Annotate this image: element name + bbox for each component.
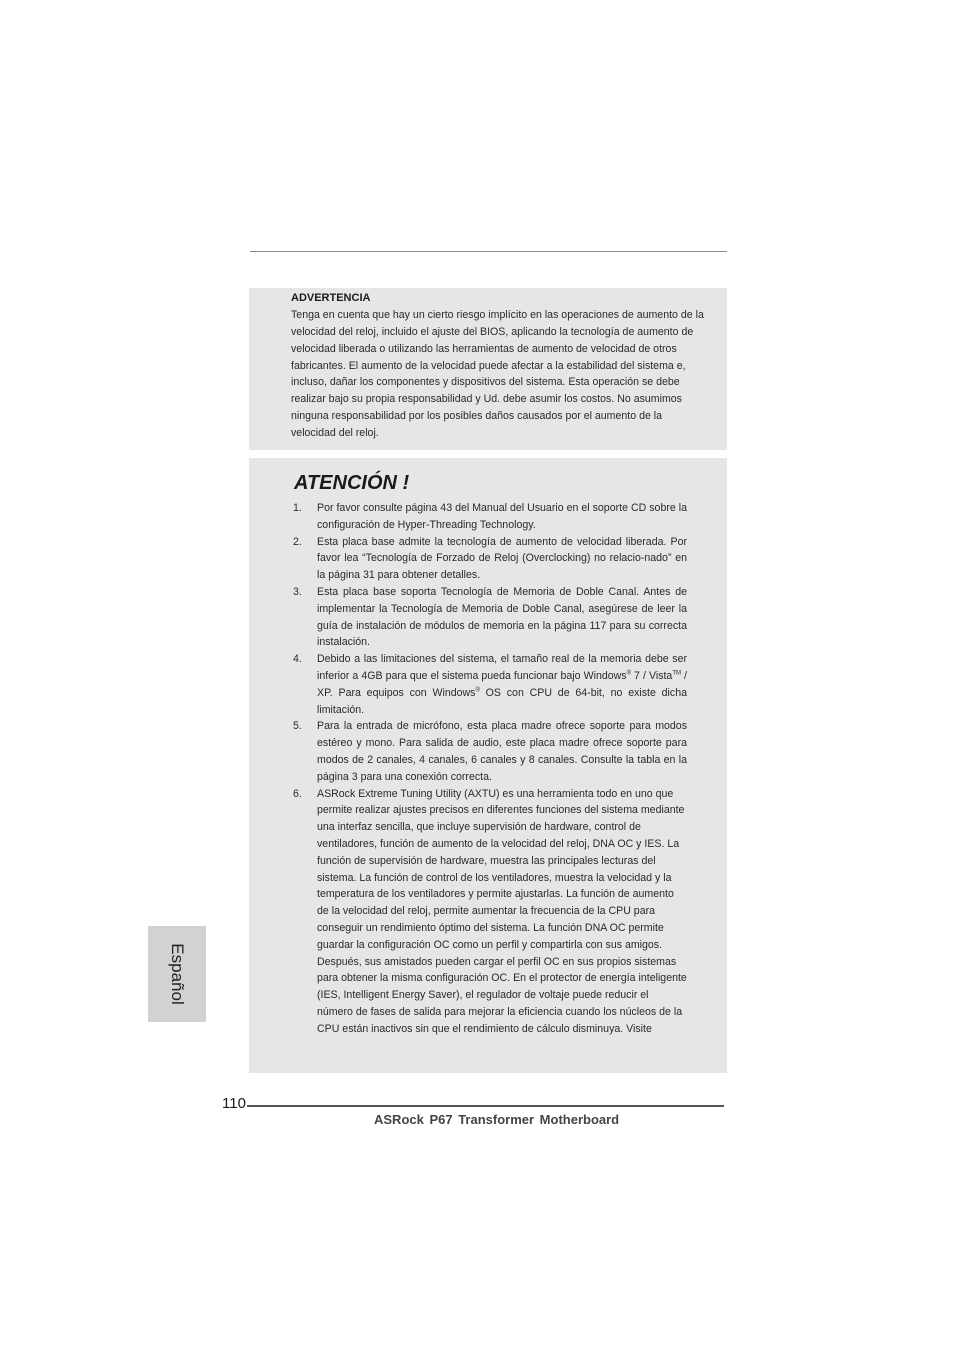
attention-box bbox=[249, 458, 727, 1073]
attention-title: ATENCIÓN ! bbox=[294, 472, 410, 494]
warning-title: ADVERTENCIA bbox=[291, 292, 371, 304]
list-item bbox=[289, 584, 687, 651]
page-number: 110 bbox=[222, 1095, 246, 1112]
list-item-text: Por favor consulte página 43 del Manual del Usuario en el soporte CD sobre la configuración de Hyper-Threading Technology. bbox=[317, 502, 687, 531]
list-item bbox=[289, 534, 687, 584]
language-tab bbox=[148, 926, 206, 1022]
warning-box bbox=[249, 288, 727, 450]
list-item-text-part: OS con CPU de 64-bit, no existe dicha limitación. bbox=[317, 686, 687, 716]
trademark-mark: TM bbox=[672, 670, 681, 677]
footer-product-name: ASRock P67 Transformer Motherboard bbox=[374, 1112, 620, 1127]
registered-mark: ® bbox=[475, 687, 480, 694]
list-item bbox=[289, 718, 687, 785]
list-item-text-part: 7 / Vista bbox=[631, 669, 673, 682]
warning-body: Tenga en cuenta que hay un cierto riesgo implícito en las operaciones de aumento de la velocidad del reloj, incluido el ajuste del BIOS, aplicando la tecnología de aumento de velocidad liberada o utilizando las herramientas de aumento de velocidad de otros fabricantes. El aumento de la velocidad puede afectar a la estabilidad del sistema e, incluso, dañar los componentes y dispositivos del sistema. Esta operación se debe realizar bajo su propia responsabilidad y Ud. debe asumir los costos. No asumimos ninguna responsabilidad por los posibles daños causados por el aumento de la velocidad del reloj. bbox=[291, 309, 704, 439]
list-item bbox=[289, 786, 687, 1038]
list-item-text-part: Debido a las limitaciones del sistema, el tamaño real de la memoria debe ser inferior a 4GB para que el sistema pueda funcionar bajo Windows bbox=[317, 653, 687, 682]
list-item-text: ASRock Extreme Tuning Utility (AXTU) es una herramienta todo en uno que permite realizar ajustes precisos en diferentes funciones del sistema mediante una interfaz sencilla, que incluye supervisión de hardware, control de ventiladores, función de aumento de la velocidad del reloj, DNA OC y IES. La función de supervisión de hardware, muestra las principales lecturas del sistema. La función de control de los ventiladores, muestra la velocidad y la temperatura de los ventiladores y permite ajustarlas. La función de aumento de la velocidad del reloj, permite aumentar la frecuencia de la CPU para conseguir un rendimiento óptimo del sistema. La función DNA OC permite guardar la configuración OC como un perfil y compartirla con sus amigos. Después, sus amistados pueden cargar el perfil OC en sus propios sistemas para obtener la misma configuración OC. En el protector de energía inteligente (IES, Intelligent Energy Saver), el regulador de voltaje puede reducir el número de fases de salida para mejorar la eficiencia cuando los núcleos de la CPU están inactivos sin que el rendimiento de cálculo disminuya. Visite bbox=[317, 787, 687, 1035]
list-item-number: 4. bbox=[293, 653, 302, 666]
language-label: Español bbox=[168, 943, 187, 1005]
list-item-text: Esta placa base soporta Tecnología de Memoria de Doble Canal. Antes de implementar la Tecnología de Memoria de Doble Canal, asegúrese de leer la guía de instalación de módulos de memoria en la página 117 para su correcta instalación. bbox=[317, 585, 687, 649]
footer-divider bbox=[247, 1105, 724, 1107]
list-item bbox=[289, 500, 687, 534]
list-item-text: Esta placa base admite la tecnología de aumento de velocidad liberada. Por favor lea “Tecnología de Forzado de Reloj (Overclocking) no relacio-nado” en la página 31 para obtener detalles. bbox=[317, 535, 687, 582]
top-divider bbox=[250, 251, 727, 252]
list-item-number: 2. bbox=[293, 535, 302, 548]
list-item-number: 3. bbox=[293, 585, 302, 598]
list-item-number: 5. bbox=[293, 720, 302, 733]
list-item bbox=[289, 651, 687, 718]
registered-mark: ® bbox=[626, 670, 631, 677]
list-item-number: 1. bbox=[293, 502, 302, 514]
list-item-text: Para la entrada de micrófono, esta placa madre ofrece soporte para modos estéreo y mono. Para salida de audio, este placa madre ofrece soporte para modos de 2 canales, 4 canales, 6 canales y 8 canales. Consulte la tabla en la página 3 para una conexión correcta. bbox=[317, 720, 687, 783]
list-item-text-part: / XP. Para equipos con Windows bbox=[317, 669, 687, 699]
attention-list bbox=[289, 500, 687, 1038]
list-item-number: 6. bbox=[293, 787, 302, 800]
